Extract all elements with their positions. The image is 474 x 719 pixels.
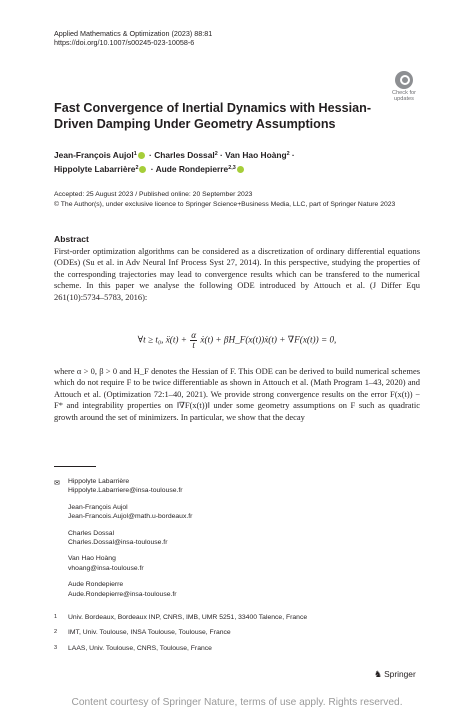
author-affil-marker: 2 [214, 151, 218, 157]
abstract-heading: Abstract [54, 234, 89, 244]
orcid-icon[interactable] [139, 166, 146, 173]
affiliation-text: IMT, Univ. Toulouse, INSA Toulouse, Toulouse, France [68, 629, 231, 636]
contact-email[interactable]: Jean-Francois.Aujol@math.u-bordeaux.fr [68, 513, 193, 521]
contact-entry [68, 554, 368, 573]
orcid-icon[interactable] [138, 152, 145, 159]
abstract-paragraph-2: where α > 0, β > 0 and H_F denotes the Hessian of F. This ODE can be derived to build numerical schemes which do not require F to be twice differentiable as shown in Attouch et al. (Math Program 1–43, 2020) and Attouch et al. (Optimization 72:1–40, 2021). We provide strong convergence results on the error F(x(t)) − F* and integrability properties on ‖∇F(x(t))‖ under some geometry assumptions on F such as quadratic growth around the set of minimizers. In particular, we show that the decay [54, 366, 420, 422]
check-updates-label: Check for [392, 90, 416, 96]
contact-name: Hippolyte Labarrière [68, 478, 130, 485]
affiliation-text: LAAS, Univ. Toulouse, CNRS, Toulouse, France [68, 645, 212, 652]
contact-entry [68, 503, 368, 522]
contact-email[interactable]: Hippolyte.Labarriere@insa-toulouse.fr [68, 487, 183, 495]
contact-entry [68, 477, 368, 496]
orcid-icon[interactable] [237, 166, 244, 173]
copyright-notice: © The Author(s), under exclusive licence to Springer Science+Business Media, LLC, part of Springer Nature 2023 [54, 200, 396, 208]
check-updates-icon [395, 71, 413, 89]
ode-equation [54, 331, 420, 350]
affiliation-number: 1 [54, 614, 58, 620]
author-affil-marker: 2 [286, 151, 290, 157]
publication-dates [54, 190, 434, 209]
journal-citation: Applied Mathematics & Optimization (2023) 88:81 [54, 29, 213, 38]
springer-logo [374, 669, 416, 680]
author-name[interactable]: Hippolyte Labarrière [54, 163, 136, 174]
copyright-footer: Content courtesy of Springer Nature, terms of use apply. Rights reserved. [71, 697, 403, 708]
paper-title: Fast Convergence of Inertial Dynamics with Hessian-Driven Damping Under Geometry Assumptions [54, 101, 372, 131]
contact-name: Aude Rondepierre [68, 581, 124, 589]
affiliation-text: Univ. Bordeaux, Bordeaux INP, CNRS, IMB, UMR 5251, 33400 Talence, France [68, 614, 308, 621]
equation-prefix: ∀t ≥ t₀, ẍ(t) + [137, 334, 187, 345]
author-contacts [68, 477, 368, 606]
equation-suffix: ẋ(t) + βH_F(x(t))ẋ(t) + ∇F(x(t)) = 0, [200, 334, 337, 345]
doi-link[interactable]: https://doi.org/10.1007/s00245-023-10058-6 [54, 38, 195, 48]
author-list: Jean-François Aujol$^1$ · Charles Dossal$^2$ · Van Hao Hoàng$^2$ · Hippolyte Labarrière$^2$ · Aude Rondepierre$^{2,3}$ [54, 150, 295, 174]
contact-email[interactable]: vhoang@insa-toulouse.fr [68, 564, 144, 572]
footnote-divider [54, 466, 96, 467]
fraction-denominator: t [192, 340, 195, 350]
contact-email[interactable]: Charles.Dossal@insa-toulouse.fr [68, 539, 168, 547]
author-affil-marker: 2 [135, 164, 139, 171]
author-name[interactable]: Van Hao Hoàng [225, 150, 287, 160]
publisher-name: Springer [384, 669, 416, 679]
affiliation-3 [54, 644, 414, 653]
contact-entry [68, 580, 368, 599]
affiliation-number: 2 [54, 629, 58, 635]
affiliation-1 [54, 613, 414, 622]
author-affil-marker: 2,3 [228, 164, 236, 171]
fraction-numerator: α [191, 330, 197, 340]
contact-entry [68, 529, 368, 548]
equation-fraction [190, 331, 197, 350]
abstract-paragraph-1: First-order optimization algorithms can be considered as a discretization of ordinary differential equations (ODEs) (Su et al. in Adv Neural Inf Process Syst 27, 2014). In this perspective, studying the properties of the corresponding trajectories may lead to convergence results which can be transfered to the numerical scheme. In this paper we analyse the following ODE introduced by Attouch et al. (J Differ Equ 261(10):5734–5783, 2016): [54, 246, 420, 302]
author-name[interactable]: Aude Rondepierre [155, 163, 229, 174]
journal-header [54, 29, 212, 47]
envelope-icon: ✉ [54, 478, 61, 487]
author-name[interactable]: Jean-François Aujol [54, 150, 134, 160]
affiliation-number: 3 [54, 645, 58, 651]
contact-email[interactable]: Aude.Rondepierre@insa-toulouse.fr [68, 590, 177, 598]
check-updates-label-2: updates [394, 96, 414, 102]
author-affil-marker: 1 [133, 151, 137, 157]
contact-name: Charles Dossal [68, 529, 115, 537]
author-name[interactable]: Charles Dossal [154, 150, 215, 160]
contact-name: Jean-François Aujol [68, 503, 128, 511]
accepted-date: Accepted: 25 August 2023 / Published online: 20 September 2023 [54, 191, 253, 198]
affiliation-2 [54, 628, 414, 637]
springer-horse-icon: ♞ [374, 669, 383, 679]
contact-name: Van Hao Hoàng [68, 555, 116, 563]
